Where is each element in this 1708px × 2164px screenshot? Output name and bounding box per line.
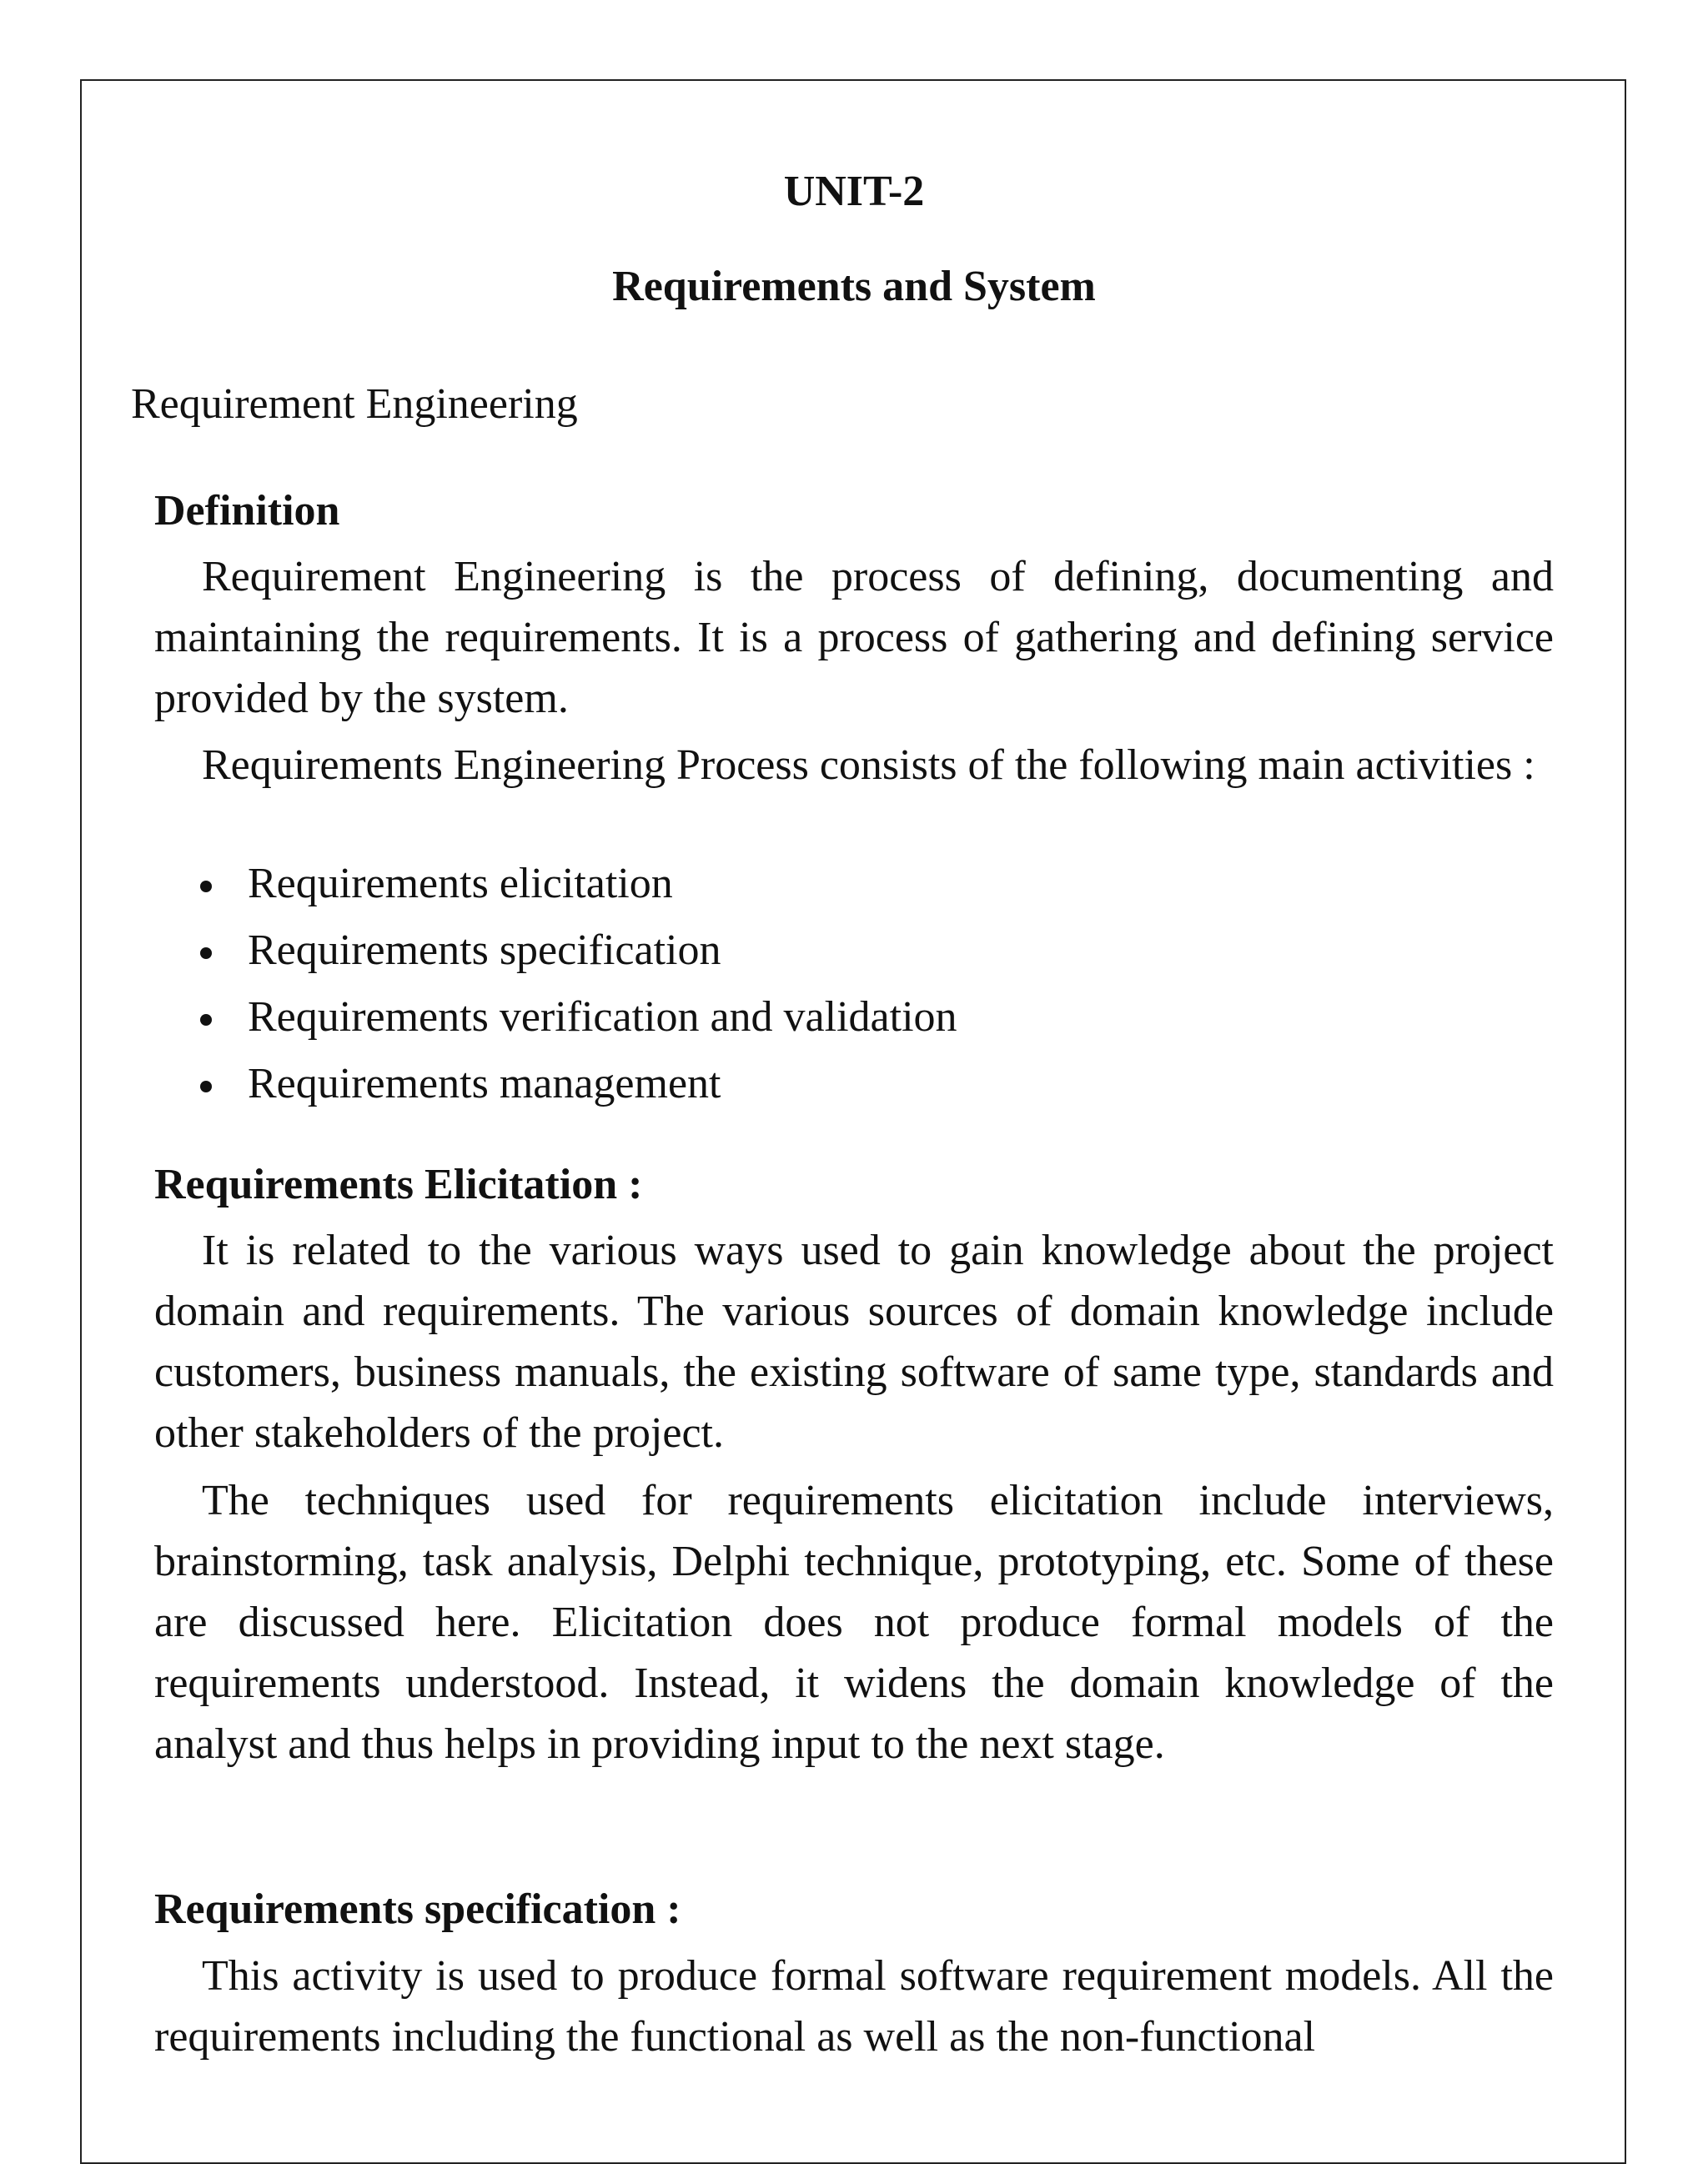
elicitation-heading: Requirements Elicitation :: [154, 1161, 643, 1208]
section-label: Requirement Engineering: [131, 380, 578, 428]
list-item-label: Requirements verification and validation: [248, 993, 957, 1041]
bullet-icon: [200, 1014, 212, 1026]
list-item-label: Requirements elicitation: [248, 860, 673, 907]
definition-paragraph: Requirement Engineering is the process of defining, documenting and maintaining the requirements. It is a process of gathering and defining service provided by the system.: [154, 553, 1554, 722]
bullet-icon: [200, 947, 212, 959]
specification-paragraph: This activity is used to produce formal software requirement models. All the requirements including the functional as well as the non-functional: [154, 1952, 1554, 2061]
specification-heading: Requirements specification :: [154, 1885, 681, 1933]
list-item: [154, 857, 957, 924]
list-item-label: Requirements management: [248, 1060, 721, 1107]
list-item: [154, 1057, 957, 1124]
list-item: [154, 924, 957, 991]
unit-title: UNIT-2: [783, 168, 925, 215]
list-item-label: Requirements specification: [248, 926, 721, 974]
elicitation-paragraph-1: It is related to the various ways used to gain knowledge about the project domain and requirements. The various sources of domain knowledge include customers, business manuals, the existing software of same type, standards and other stakeholders of the project.: [154, 1227, 1554, 1457]
activities-intro: Requirements Engineering Process consists of the following main activities :: [202, 741, 1535, 789]
bullet-icon: [200, 1081, 212, 1092]
elicitation-paragraph-2: The techniques used for requirements elicitation include interviews, brainstorming, task analysis, Delphi technique, prototyping, etc. Some of these are discussed here. Elicitation does not produce formal models of the requirements understood. Instead, it widens the domain knowledge of the analyst and thus helps in providing input to the next stage.: [154, 1477, 1554, 1768]
definition-heading: Definition: [154, 487, 340, 535]
page-title: Requirements and System: [612, 263, 1096, 310]
bullet-icon: [200, 881, 212, 892]
activities-list: [154, 857, 957, 1124]
list-item: [154, 991, 957, 1057]
